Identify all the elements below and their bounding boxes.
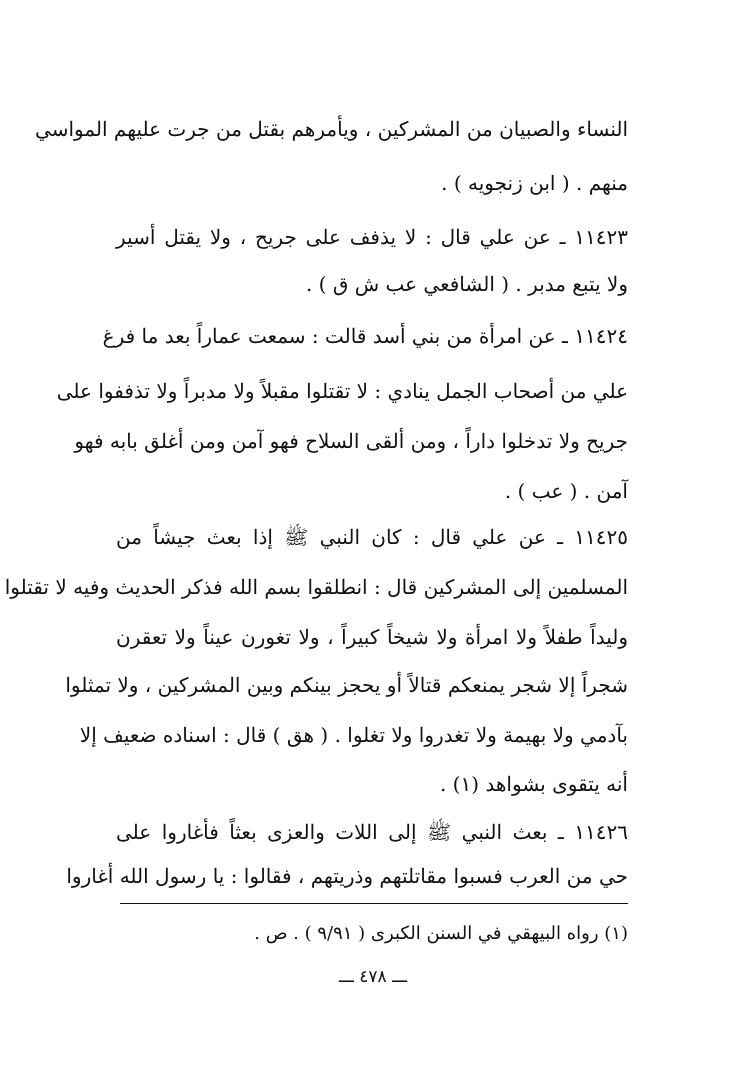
hadith-11423-line: ١١٤٢٣ ـ عن علي قال : لا يذفف على جريح ، ولا يقتل أسير	[116, 225, 628, 249]
footnote-divider	[120, 903, 628, 904]
text-line: المسلمين إلى المشركين قال : انطلقوا بسم الله فذكر الحديث وفيه لا تقتلوا	[4, 575, 628, 599]
text-line: آمن . ( عب ) .	[504, 479, 628, 503]
page-number: ـــ ٤٧٨ ـــ	[338, 967, 408, 987]
text-line: حي من العرب فسبوا مقاتلتهم وذريتهم ، فقالوا : يا رسول الله أغاروا	[66, 864, 628, 888]
text-line: بآدمي ولا بهيمة ولا تغدروا ولا تغلوا . ( هق ) قال : اسناده ضعيف إلا	[79, 723, 628, 747]
text-line: جريح ولا تدخلوا داراً ، ومن ألقى السلاح فهو آمن ومن أغلق بابه فهو	[74, 429, 628, 453]
hadith-11426-line: ١١٤٢٦ ـ بعث النبي ﷺ إلى اللات والعزى بعثاً فأغاروا على	[116, 820, 628, 844]
text-line: شجراً إلا شجر يمنعكم قتالاً أو يحجز بينكم وبين المشركين ، ولا تمثلوا	[65, 673, 628, 697]
text-line: منهم . ( ابن زنجويه ) .	[441, 171, 628, 195]
text-line: ولا يتبع مدبر . ( الشافعي عب ش ق ) .	[305, 272, 628, 296]
text-line: وليداً طفلاً ولا امرأة ولا شيخاً كبيراً ، ولا تغورن عيناً ولا تعقرن	[116, 625, 628, 649]
hadith-11425-line: ١١٤٢٥ ـ عن علي قال : كان النبي ﷺ إذا بعث جيشاً من	[116, 525, 628, 549]
text-line: النساء والصبيان من المشركين ، ويأمرهم بقتل من جرت عليهم المواسي	[35, 117, 628, 141]
hadith-11424-line: ١١٤٢٤ ـ عن امرأة من بني أسد قالت : سمعت عماراً بعد ما فرغ	[102, 324, 628, 348]
text-line: أنه يتقوى بشواهد (١) .	[439, 772, 628, 796]
text-line: علي من أصحاب الجمل ينادي : لا تقتلوا مقبلاً ولا مدبراً ولا تذففوا على	[56, 379, 628, 403]
footnote: (١) رواه البيهقي في السنن الكبرى ( ٩/٩١ ) . ص .	[254, 923, 628, 944]
